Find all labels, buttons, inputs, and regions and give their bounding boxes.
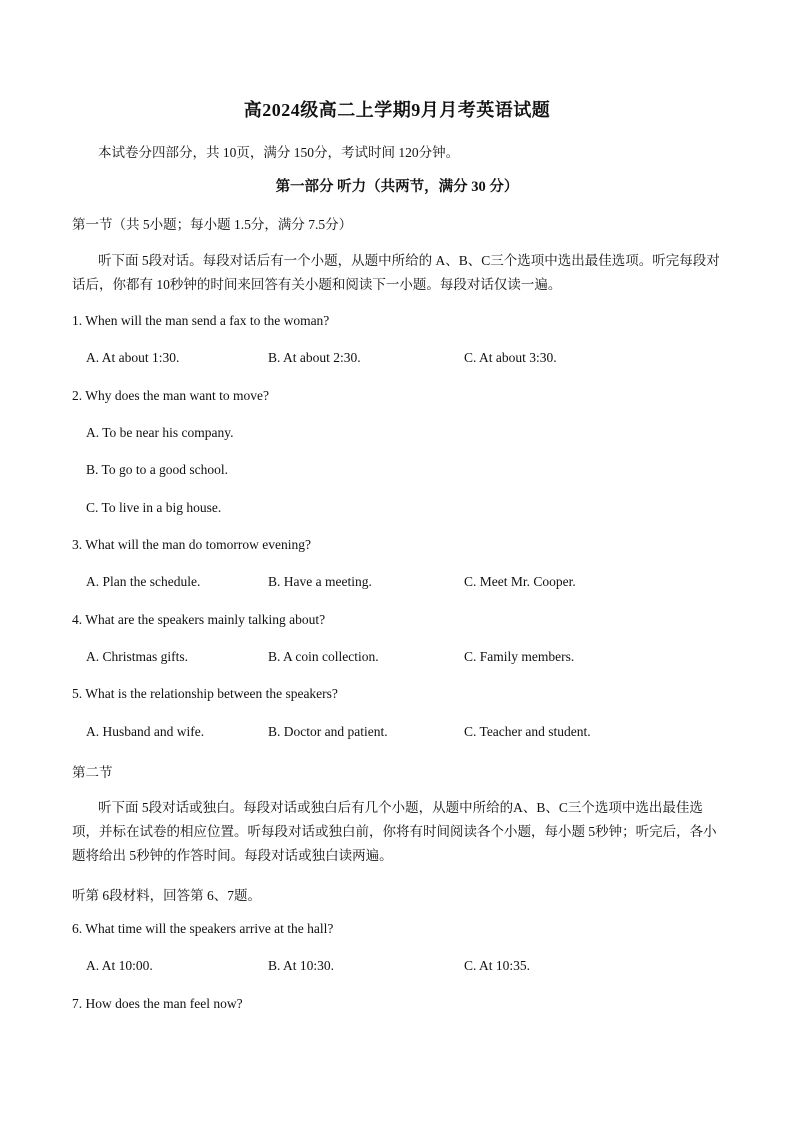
q1-option-c: C. At about 3:30. [464, 350, 557, 365]
q3-option-c: C. Meet Mr. Cooper. [464, 574, 576, 589]
q4-option-a: A. Christmas gifts. [86, 649, 189, 664]
q3-option-b: B. Have a meeting. [268, 574, 372, 589]
section1-label: 第一节（共 5小题；每小题 1.5分，满分 7.5分） [72, 217, 353, 232]
exam-title: 高2024级高二上学期9月月考英语试题 [243, 100, 551, 120]
q5-option-b: B. Doctor and patient. [268, 724, 388, 739]
part1-heading: 第一部分 听力（共两节，满分 30 分） [275, 179, 519, 195]
section1-instructions: 听下面 5段对话。每段对话后有一个小题，从题中所给的 A、B、C三个选项中选出最佳选项。听完每段对话后，你都有 10秒钟的时间来回答有关小题和阅读下一小题。每段对话仅读一遍。 [72, 253, 720, 292]
question-2: 2. Why does the man want to move? [72, 388, 269, 403]
q4-option-b: B. A coin collection. [268, 649, 379, 664]
q2-option-c: C. To live in a big house. [86, 500, 222, 515]
question-1: 1. When will the man send a fax to the woman? [72, 313, 330, 328]
exam-intro: 本试卷分四部分，共 10页，满分 150分，考试时间 120分钟。 [98, 145, 460, 160]
question-4: 4. What are the speakers mainly talking about? [72, 612, 326, 627]
question-6: 6. What time will the speakers arrive at the hall? [72, 921, 334, 936]
q4-option-c: C. Family members. [464, 649, 575, 664]
section2-instructions: 听下面 5段对话或独白。每段对话或独白后有几个小题，从题中所给的A、B、C三个选项中选出最佳选项，并标在试卷的相应位置。听每段对话或独白前，你将有时间阅读各个小题，每小题 5秒钟；听完后，各小题将给出 5秒钟的作答时间。每段对话或独白读两遍。 [72, 800, 717, 863]
q1-option-b: B. At about 2:30. [268, 350, 361, 365]
q6-option-c: C. At 10:35. [464, 958, 531, 973]
q5-option-a: A. Husband and wife. [86, 724, 205, 739]
q3-option-a: A. Plan the schedule. [86, 574, 201, 589]
q1-option-a: A. At about 1:30. [86, 350, 180, 365]
q2-option-b: B. To go to a good school. [86, 462, 229, 477]
question-5: 5. What is the relationship between the speakers? [72, 686, 338, 701]
q2-option-a: A. To be near his company. [86, 425, 234, 440]
question-3: 3. What will the man do tomorrow evening? [72, 537, 311, 552]
q6-option-b: B. At 10:30. [268, 958, 335, 973]
q5-option-c: C. Teacher and student. [464, 724, 591, 739]
question-7: 7. How does the man feel now? [72, 996, 243, 1011]
material-note: 听第 6段材料，回答第 6、7题。 [72, 888, 261, 903]
section2-label: 第二节 [72, 765, 113, 780]
q6-option-a: A. At 10:00. [86, 958, 153, 973]
